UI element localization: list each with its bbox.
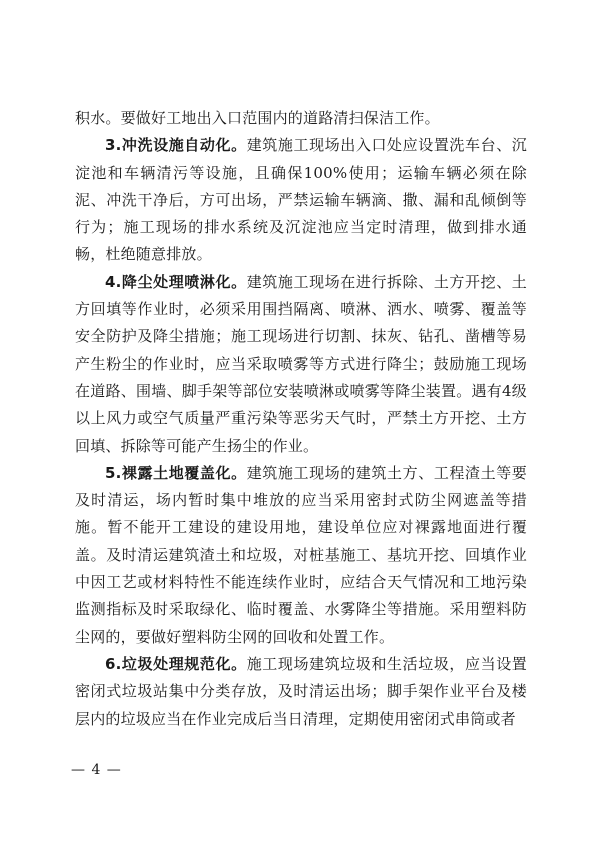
section-heading: 6.垃圾处理规范化。 [105,654,247,673]
paragraph-section-3 [75,132,527,268]
section-heading: 4.降尘处理喷淋化。 [105,272,247,291]
paragraph-continuation [75,105,527,132]
document-body [75,105,527,733]
paragraph-text: 建筑施工现场出入口处应设置洗车台、沉淀池和车辆清污等设施，且确保100%使用；运输车辆必须在除泥、冲洗干净后，方可出场，严禁运输车辆滴、撒、漏和乱倾倒等行为；施工现场的排水系统及沉淀池应当定时清理，做到排水通畅，杜绝随意排放。 [75,136,527,264]
paragraph-section-6 [75,651,527,733]
paragraph-text: 施工现场建筑垃圾和生活垃圾，应当设置密闭式垃圾站集中分类存放，及时清运出场；脚手架作业平台及楼层内的垃圾应当在作业完成后当日清理，定期使用密闭式串筒或者 [75,654,527,728]
paragraph-text: 积水。要做好工地出入口范围内的道路清扫保洁工作。 [75,109,440,127]
page-number: — 4 — [71,762,122,778]
paragraph-text: 建筑施工现场在进行拆除、土方开挖、土方回填等作业时，必须采用围挡隔离、喷淋、洒水、喷雾、覆盖等安全防护及降尘措施；施工现场进行切割、抹灰、钻孔、凿槽等易产生粉尘的作业时，应当采取喷雾等方式进行降尘；鼓励施工现场在道路、围墙、脚手架等部位安装喷淋或喷雾等降尘装置。遇有4级以上风力或空气质量严重污染等恶劣天气时，严禁土方开挖、土方回填、拆除等可能产生扬尘的作业。 [75,272,527,455]
section-heading: 5.裸露土地覆盖化。 [105,463,247,482]
paragraph-section-5 [75,460,527,651]
section-heading: 3.冲洗设施自动化。 [105,136,247,155]
paragraph-text: 建筑施工现场的建筑土方、工程渣土等要及时清运，场内暂时集中堆放的应当采用密封式防尘网遮盖等措施。暂不能开工建设的建设用地，建设单位应对裸露地面进行覆盖。及时清运建筑渣土和垃圾，对桩基施工、基坑开挖、回填作业中因工艺或材料特性不能连续作业时，应结合天气情况和工地污染监测指标及时采取绿化、临时覆盖、水雾降尘等措施。采用塑料防尘网的，要做好塑料防尘网的回收和处置工作。 [75,463,527,646]
paragraph-section-4 [75,269,527,460]
